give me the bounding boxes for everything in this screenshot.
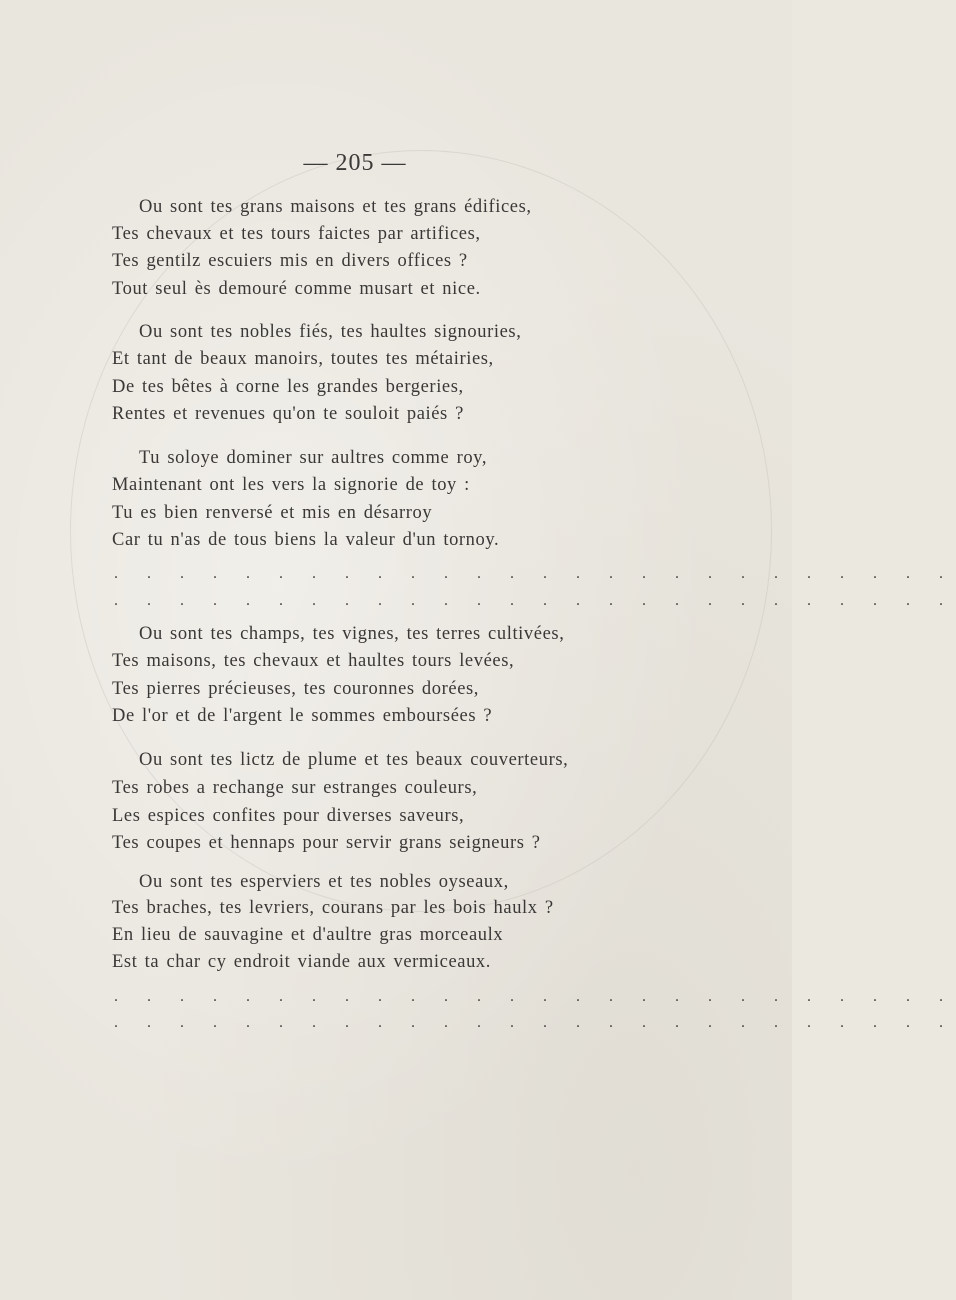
verse-line: Maintenant ont les vers la signorie de toy : bbox=[112, 475, 470, 495]
verse-line: Les espices confites pour diverses saveurs, bbox=[112, 806, 465, 826]
verse-line: Ou sont tes grans maisons et tes grans édifices, bbox=[139, 197, 532, 217]
verse-line: Tout seul ès demouré comme musart et nice. bbox=[112, 279, 481, 299]
verse-line: Ou sont tes esperviers et tes nobles oyseaux, bbox=[139, 872, 509, 892]
verse-line: Tes maisons, tes chevaux et haultes tours levées, bbox=[112, 651, 515, 671]
verse-line: Tu soloye dominer sur aultres comme roy, bbox=[139, 448, 488, 468]
verse-line: Tu es bien renversé et mis en désarroy bbox=[112, 503, 433, 523]
ellipsis-line: . . . . . . . . . . . . . . . . . . . . . . . . . . bbox=[114, 565, 956, 582]
verse-line: En lieu de sauvagine et d'aultre gras morceaulx bbox=[112, 925, 504, 945]
verse-line: Tes robes a rechange sur estranges couleurs, bbox=[112, 778, 478, 798]
verse-line: De l'or et de l'argent le sommes emboursées ? bbox=[112, 706, 493, 726]
page-number: — 205 — bbox=[303, 150, 407, 176]
verse-line: Car tu n'as de tous biens la valeur d'un tornoy. bbox=[112, 530, 500, 550]
verse-line: Ou sont tes champs, tes vignes, tes terres cultivées, bbox=[139, 624, 565, 644]
ellipsis-line: . . . . . . . . . . . . . . . . . . . . . . . . . . bbox=[114, 988, 956, 1005]
verse-line: Et tant de beaux manoirs, toutes tes métairies, bbox=[112, 349, 494, 369]
verse-line: Tes coupes et hennaps pour servir grans seigneurs ? bbox=[112, 833, 541, 853]
verse-line: Tes chevaux et tes tours faictes par artifices, bbox=[112, 224, 481, 244]
verse-line: Ou sont tes lictz de plume et tes beaux couverteurs, bbox=[139, 750, 569, 770]
verse-line: Tes braches, tes levriers, courans par les bois haulx ? bbox=[112, 898, 554, 918]
verse-line: Rentes et revenues qu'on te souloit paiés ? bbox=[112, 404, 464, 424]
verse-line: De tes bêtes à corne les grandes bergeries, bbox=[112, 377, 464, 397]
verse-line: Est ta char cy endroit viande aux vermiceaux. bbox=[112, 952, 491, 972]
ellipsis-line: . . . . . . . . . . . . . . . . . . . . . . . . . . bbox=[114, 1014, 956, 1031]
verse-line: Tes gentilz escuiers mis en divers offices ? bbox=[112, 251, 468, 271]
verse-line: Ou sont tes nobles fiés, tes haultes signouries, bbox=[139, 322, 522, 342]
verse-line: Tes pierres précieuses, tes couronnes dorées, bbox=[112, 679, 480, 699]
ellipsis-line: . . . . . . . . . . . . . . . . . . . . . . . . . . bbox=[114, 592, 956, 609]
